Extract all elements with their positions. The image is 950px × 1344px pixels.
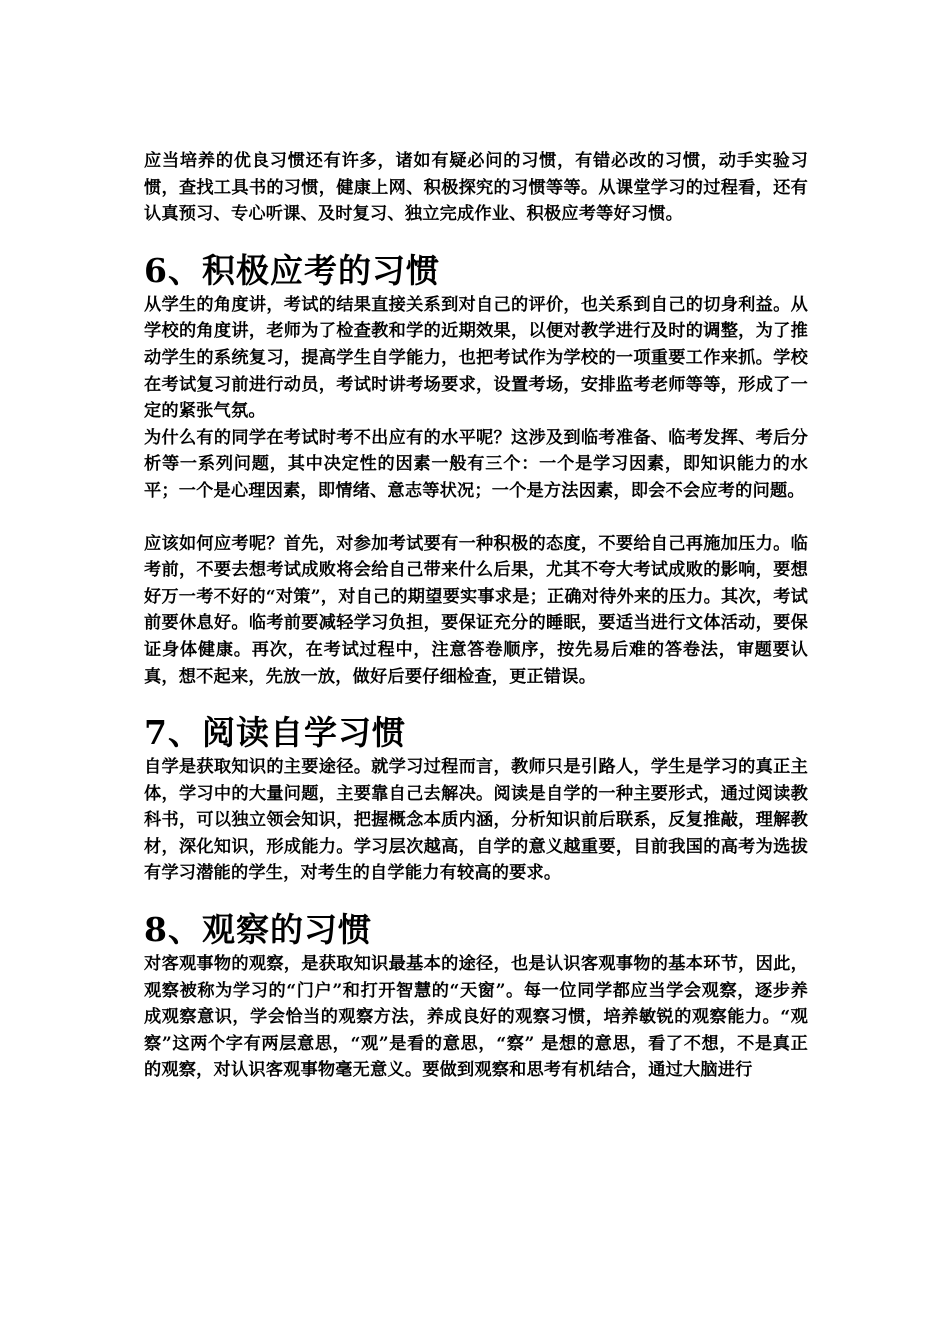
intro-paragraph: 应当培养的优良习惯还有许多，诸如有疑必问的习惯，有错必改的习惯，动手实验习惯，查找工具书的习惯，健康上网、积极探究的习惯等等。从课堂学习的过程看，还有认真预习、专心听课、及时复习、独立完成作业、积极应考等好习惯。 <box>144 151 808 225</box>
section-6-heading: 6、积极应考的习惯 <box>144 250 440 290</box>
section-8-heading: 8、观察的习惯 <box>144 910 372 950</box>
section-7-heading: 7、阅读自学习惯 <box>144 713 406 753</box>
section-6-paragraph-1: 从学生的角度讲，考试的结果直接关系到对自己的评价，也关系到自己的切身利益。从学校的角度讲，老师为了检查教和学的近期效果，以便对教学进行及时的调整，为了推动学生的系统复习，提高学生自学能力，也把考试作为学校的一项重要工作来抓。学校在考试复习前进行动员，考试时讲考场要求，设置考场，安排监考老师等等，形成了一定的紧张气氛。 <box>144 294 808 422</box>
document-page <box>144 148 808 1084</box>
section-8-paragraph-1: 对客观事物的观察，是获取知识最基本的途径，也是认识客观事物的基本环节，因此，观察被称为学习的“门户”和打开智慧的“天窗”。每一位同学都应当学会观察，逐步养成观察意识，学会恰当的观察方法，养成良好的观察习惯，培养敏锐的观察能力。“观察”这两个字有两层意思，“观”是看的意思，“察” 是想的意思，看了不想，不是真正的观察，对认识客观事物毫无意义。要做到观察和思考有机结合，通过大脑进行 <box>144 954 808 1081</box>
section-6-paragraph-3: 应该如何应考呢？首先，对参加考试要有一种积极的态度，不要给自己再施加压力。临考前，不要去想考试成败将会给自己带来什么后果，尤其不夸大考试成败的影响，要想好万一考不好的“对策”，对自己的期望要实事求是；正确对待外来的压力。其次，考试前要休息好。临考前要减轻学习负担，要保证充分的睡眠，要适当进行文体活动，要保证身体健康。再次，在考试过程中，注意答卷顺序，按先易后难的答卷法，审题要认真，想不起来，先放一放，做好后要仔细检查，更正错误。 <box>144 533 808 687</box>
section-7-paragraph-1: 自学是获取知识的主要途径。就学习过程而言，教师只是引路人，学生是学习的真正主体，学习中的大量问题，主要靠自己去解决。阅读是自学的一种主要形式，通过阅读教科书，可以独立领会知识，把握概念本质内涵，分析知识前后联系，反复推敲，理解教材，深化知识，形成能力。学习层次越高，自学的意义越重要，目前我国的高考为选拔有学习潜能的学生，对考生的自学能力有较高的要求。 <box>144 757 808 884</box>
section-6-paragraph-2: 为什么有的同学在考试时考不出应有的水平呢？这涉及到临考准备、临考发挥、考后分析等一系列问题，其中决定性的因素一般有三个：一个是学习因素，即知识能力的水平；一个是心理因素，即情绪、意志等状况；一个是方法因素，即会不会应考的问题。 <box>144 427 808 501</box>
